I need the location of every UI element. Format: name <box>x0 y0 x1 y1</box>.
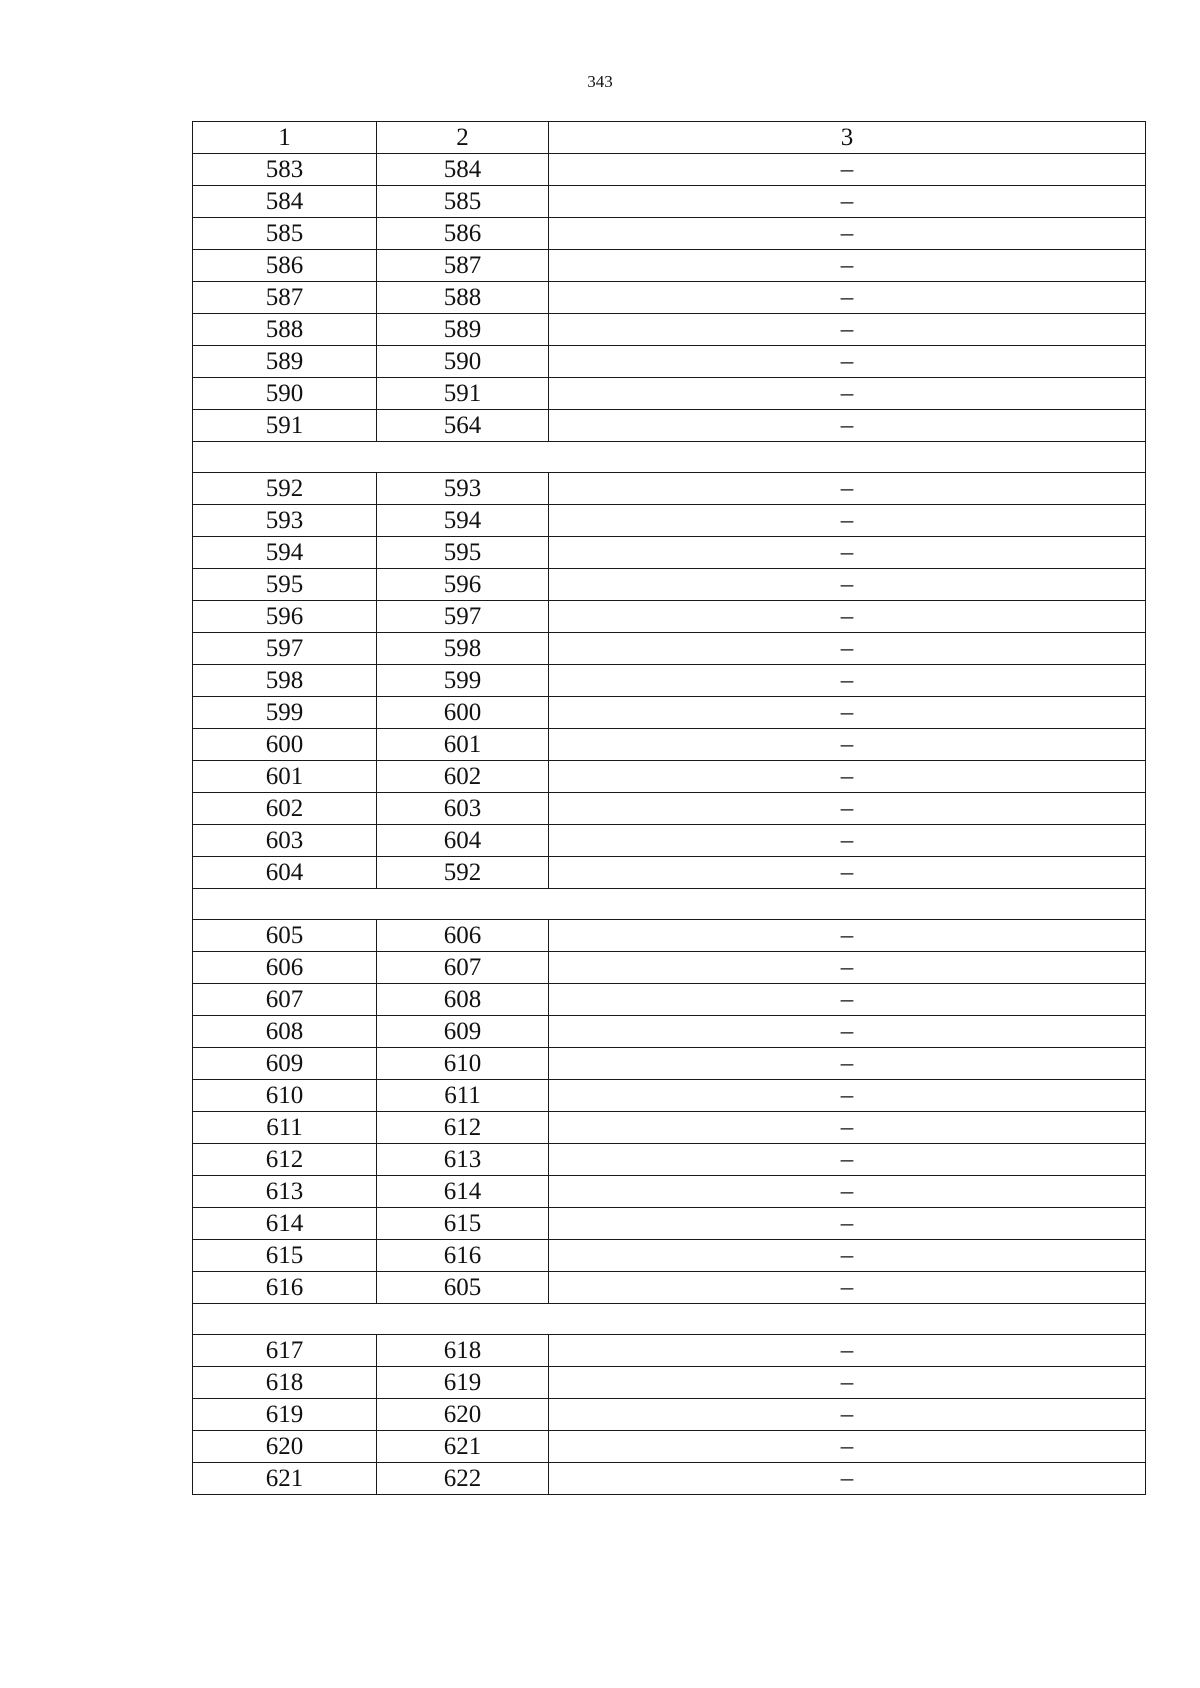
table-cell-col-2: 592 <box>377 857 549 889</box>
group-separator-row <box>193 442 1146 473</box>
table-cell-col-2: 604 <box>377 825 549 857</box>
table-cell-col-2: 586 <box>377 218 549 250</box>
table-cell-col-2: 608 <box>377 984 549 1016</box>
table-cell-col-2: 602 <box>377 761 549 793</box>
table-cell-col-3: – <box>549 1080 1146 1112</box>
table-cell-col-1: 617 <box>193 1335 377 1367</box>
table-cell-col-1: 591 <box>193 410 377 442</box>
table-row <box>193 633 1146 665</box>
table-cell-col-3: – <box>549 984 1146 1016</box>
table-cell-col-3: – <box>549 665 1146 697</box>
table-row <box>193 250 1146 282</box>
table-cell-col-3: – <box>549 1112 1146 1144</box>
table-header-row <box>193 122 1146 154</box>
table-cell-col-3: – <box>549 250 1146 282</box>
table-cell-col-1: 606 <box>193 952 377 984</box>
table-cell-col-1: 602 <box>193 793 377 825</box>
table-cell-col-1: 603 <box>193 825 377 857</box>
table-cell-col-2: 588 <box>377 282 549 314</box>
table-row <box>193 1208 1146 1240</box>
table-cell-col-3: – <box>549 825 1146 857</box>
table-row <box>193 920 1146 952</box>
table-row <box>193 569 1146 601</box>
table-cell-col-1: 590 <box>193 378 377 410</box>
table-cell-col-3: – <box>549 1335 1146 1367</box>
table-cell-col-2: 619 <box>377 1367 549 1399</box>
table-cell-col-2: 614 <box>377 1176 549 1208</box>
blank-cell <box>193 1304 1146 1335</box>
table-cell-col-2: 621 <box>377 1431 549 1463</box>
table-cell-col-3: – <box>549 569 1146 601</box>
table-cell-col-2: 605 <box>377 1272 549 1304</box>
table-cell-col-3: – <box>549 537 1146 569</box>
table-row <box>193 410 1146 442</box>
table-row <box>193 346 1146 378</box>
table-cell-col-3: – <box>549 378 1146 410</box>
header-cell-2: 2 <box>377 122 549 154</box>
table-row <box>193 1367 1146 1399</box>
table-cell-col-2: 613 <box>377 1144 549 1176</box>
table-cell-col-1: 586 <box>193 250 377 282</box>
table-cell-col-1: 610 <box>193 1080 377 1112</box>
table-cell-col-2: 591 <box>377 378 549 410</box>
table-row <box>193 378 1146 410</box>
table-cell-col-3: – <box>549 218 1146 250</box>
table-cell-col-1: 584 <box>193 186 377 218</box>
table-cell-col-1: 589 <box>193 346 377 378</box>
table-row <box>193 186 1146 218</box>
table-cell-col-1: 597 <box>193 633 377 665</box>
table-cell-col-2: 607 <box>377 952 549 984</box>
table-cell-col-2: 612 <box>377 1112 549 1144</box>
table-row <box>193 537 1146 569</box>
table-cell-col-3: – <box>549 857 1146 889</box>
table-row <box>193 952 1146 984</box>
table-cell-col-2: 606 <box>377 920 549 952</box>
group-separator-row <box>193 889 1146 920</box>
table-cell-col-2: 596 <box>377 569 549 601</box>
table-row <box>193 1144 1146 1176</box>
table-cell-col-3: – <box>549 154 1146 186</box>
table-row <box>193 218 1146 250</box>
table-cell-col-3: – <box>549 1176 1146 1208</box>
table-row <box>193 1016 1146 1048</box>
table-cell-col-1: 608 <box>193 1016 377 1048</box>
table-cell-col-3: – <box>549 1367 1146 1399</box>
table-cell-col-2: 611 <box>377 1080 549 1112</box>
table-cell-col-1: 614 <box>193 1208 377 1240</box>
table-cell-col-1: 620 <box>193 1431 377 1463</box>
table-cell-col-3: – <box>549 282 1146 314</box>
table-cell-col-3: – <box>549 601 1146 633</box>
table-cell-col-2: 590 <box>377 346 549 378</box>
table-cell-col-3: – <box>549 186 1146 218</box>
blank-cell <box>193 442 1146 473</box>
table-cell-col-1: 596 <box>193 601 377 633</box>
table-cell-col-1: 604 <box>193 857 377 889</box>
table-cell-col-2: 616 <box>377 1240 549 1272</box>
table-cell-col-3: – <box>549 1240 1146 1272</box>
table-cell-col-2: 622 <box>377 1463 549 1495</box>
table-row <box>193 984 1146 1016</box>
header-cell-3: 3 <box>549 122 1146 154</box>
table-cell-col-1: 595 <box>193 569 377 601</box>
table-cell-col-3: – <box>549 1399 1146 1431</box>
table-cell-col-1: 601 <box>193 761 377 793</box>
table-cell-col-2: 598 <box>377 633 549 665</box>
table-row <box>193 729 1146 761</box>
table-cell-col-1: 612 <box>193 1144 377 1176</box>
table-cell-col-2: 585 <box>377 186 549 218</box>
table-row <box>193 697 1146 729</box>
table-cell-col-3: – <box>549 346 1146 378</box>
table-row <box>193 1431 1146 1463</box>
table-cell-col-1: 585 <box>193 218 377 250</box>
table-cell-col-2: 594 <box>377 505 549 537</box>
table-row <box>193 857 1146 889</box>
table-cell-col-1: 592 <box>193 473 377 505</box>
table-row <box>193 1399 1146 1431</box>
table-cell-col-1: 605 <box>193 920 377 952</box>
table-row <box>193 1080 1146 1112</box>
table-row <box>193 314 1146 346</box>
table-cell-col-3: – <box>549 1208 1146 1240</box>
table-cell-col-3: – <box>549 505 1146 537</box>
table-row <box>193 282 1146 314</box>
data-table <box>192 121 1146 1495</box>
table-cell-col-3: – <box>549 761 1146 793</box>
table-cell-col-3: – <box>549 1463 1146 1495</box>
table-cell-col-2: 587 <box>377 250 549 282</box>
table-cell-col-2: 584 <box>377 154 549 186</box>
table-row <box>193 1112 1146 1144</box>
table-cell-col-2: 610 <box>377 1048 549 1080</box>
table-cell-col-2: 600 <box>377 697 549 729</box>
table-cell-col-1: 594 <box>193 537 377 569</box>
table-cell-col-3: – <box>549 633 1146 665</box>
table-row <box>193 601 1146 633</box>
table-cell-col-2: 595 <box>377 537 549 569</box>
table-cell-col-3: – <box>549 920 1146 952</box>
table-cell-col-1: 619 <box>193 1399 377 1431</box>
table-cell-col-2: 564 <box>377 410 549 442</box>
table-cell-col-3: – <box>549 697 1146 729</box>
table-cell-col-2: 593 <box>377 473 549 505</box>
table-row <box>193 1048 1146 1080</box>
table-cell-col-3: – <box>549 952 1146 984</box>
table-row <box>193 1176 1146 1208</box>
table-row <box>193 1463 1146 1495</box>
page-number: 343 <box>587 72 613 91</box>
table-cell-col-1: 611 <box>193 1112 377 1144</box>
table-cell-col-1: 587 <box>193 282 377 314</box>
table-cell-col-1: 599 <box>193 697 377 729</box>
table-cell-col-1: 613 <box>193 1176 377 1208</box>
table-cell-col-2: 620 <box>377 1399 549 1431</box>
table-cell-col-1: 607 <box>193 984 377 1016</box>
table-cell-col-2: 609 <box>377 1016 549 1048</box>
table-cell-col-2: 603 <box>377 793 549 825</box>
table-cell-col-1: 600 <box>193 729 377 761</box>
table-row <box>193 665 1146 697</box>
table-row <box>193 505 1146 537</box>
table-cell-col-3: – <box>549 1272 1146 1304</box>
table-cell-col-3: – <box>549 410 1146 442</box>
table-cell-col-1: 583 <box>193 154 377 186</box>
table-cell-col-1: 621 <box>193 1463 377 1495</box>
table-cell-col-1: 598 <box>193 665 377 697</box>
table-cell-col-2: 601 <box>377 729 549 761</box>
table-body <box>193 122 1146 1495</box>
header-cell-1: 1 <box>193 122 377 154</box>
group-separator-row <box>193 1304 1146 1335</box>
table-row <box>193 154 1146 186</box>
blank-cell <box>193 889 1146 920</box>
table-cell-col-2: 597 <box>377 601 549 633</box>
table-cell-col-2: 615 <box>377 1208 549 1240</box>
table-cell-col-3: – <box>549 793 1146 825</box>
table-cell-col-3: – <box>549 314 1146 346</box>
table-cell-col-3: – <box>549 1144 1146 1176</box>
table-row <box>193 1335 1146 1367</box>
table-cell-col-3: – <box>549 1431 1146 1463</box>
table-cell-col-1: 593 <box>193 505 377 537</box>
table-cell-col-3: – <box>549 473 1146 505</box>
table-row <box>193 825 1146 857</box>
table-cell-col-1: 588 <box>193 314 377 346</box>
table-row <box>193 1240 1146 1272</box>
table-cell-col-3: – <box>549 1048 1146 1080</box>
table-cell-col-3: – <box>549 729 1146 761</box>
table-row <box>193 793 1146 825</box>
table-cell-col-1: 618 <box>193 1367 377 1399</box>
table-cell-col-3: – <box>549 1016 1146 1048</box>
table-cell-col-2: 599 <box>377 665 549 697</box>
table-cell-col-2: 589 <box>377 314 549 346</box>
table-row <box>193 761 1146 793</box>
table-cell-col-1: 616 <box>193 1272 377 1304</box>
table-row <box>193 1272 1146 1304</box>
table-row <box>193 473 1146 505</box>
table-cell-col-1: 615 <box>193 1240 377 1272</box>
table-cell-col-1: 609 <box>193 1048 377 1080</box>
table-cell-col-2: 618 <box>377 1335 549 1367</box>
